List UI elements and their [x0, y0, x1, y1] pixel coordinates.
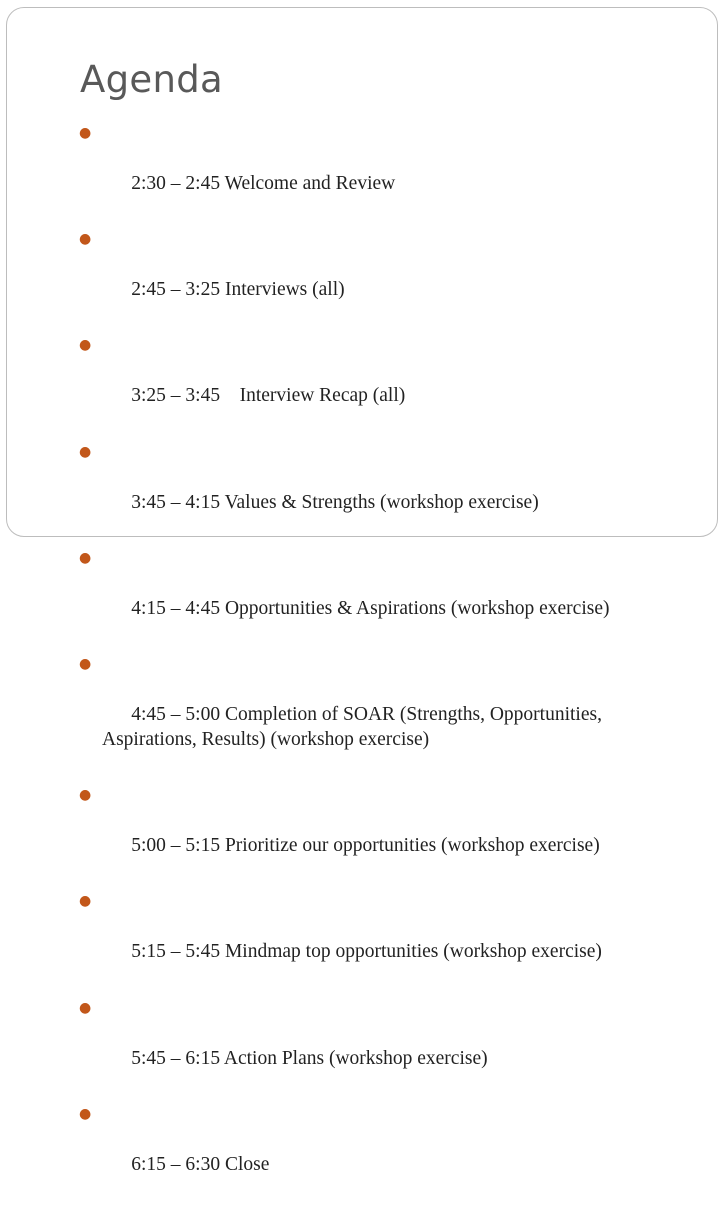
bullet-icon: ● — [79, 231, 92, 248]
agenda-item — [78, 889, 678, 989]
bullet-icon: ● — [79, 549, 92, 566]
agenda-list — [78, 121, 678, 1208]
agenda-item — [78, 1102, 678, 1202]
agenda-item — [78, 227, 678, 327]
agenda-item-text: 5:00 – 5:15 Prioritize our opportunities (workshop exercise) — [131, 835, 600, 857]
bullet-icon: ● — [79, 787, 92, 804]
bullet-icon: ● — [79, 893, 92, 910]
agenda-item-text: 4:15 – 4:45 Opportunities & Aspirations (workshop exercise) — [131, 597, 610, 619]
agenda-item — [78, 996, 678, 1096]
agenda-item — [78, 783, 678, 883]
bullet-icon: ● — [79, 337, 92, 354]
agenda-item-text: 5:45 – 6:15 Action Plans (workshop exercise) — [131, 1047, 488, 1069]
agenda-item-text: 6:15 – 6:30 Close — [131, 1153, 270, 1175]
bullet-icon: ● — [79, 1105, 92, 1122]
bullet-icon: ● — [79, 999, 92, 1016]
agenda-item-text: 2:30 – 2:45 Welcome and Review — [131, 173, 396, 194]
agenda-item-text: 2:45 – 3:25 Interviews (all) — [131, 279, 345, 301]
agenda-item — [78, 440, 678, 540]
slide-title: Agenda — [80, 58, 223, 101]
agenda-item-text: 3:25 – 3:45 Interview Recap (all) — [131, 385, 406, 407]
agenda-item — [78, 546, 678, 646]
agenda-item-text: 5:15 – 5:45 Mindmap top opportunities (workshop exercise) — [131, 941, 602, 963]
bullet-icon: ● — [79, 125, 92, 141]
agenda-item-text: 3:45 – 4:15 Values & Strengths (workshop exercise) — [131, 491, 539, 513]
agenda-item — [78, 333, 678, 433]
agenda-item-text: 4:45 – 5:00 Completion of SOAR (Strengths, Opportunities, Aspirations, Results) (workshop exercise) — [102, 703, 606, 750]
bullet-icon: ● — [79, 655, 92, 672]
agenda-item — [78, 652, 678, 777]
bullet-icon: ● — [79, 443, 92, 460]
agenda-item — [78, 121, 678, 221]
